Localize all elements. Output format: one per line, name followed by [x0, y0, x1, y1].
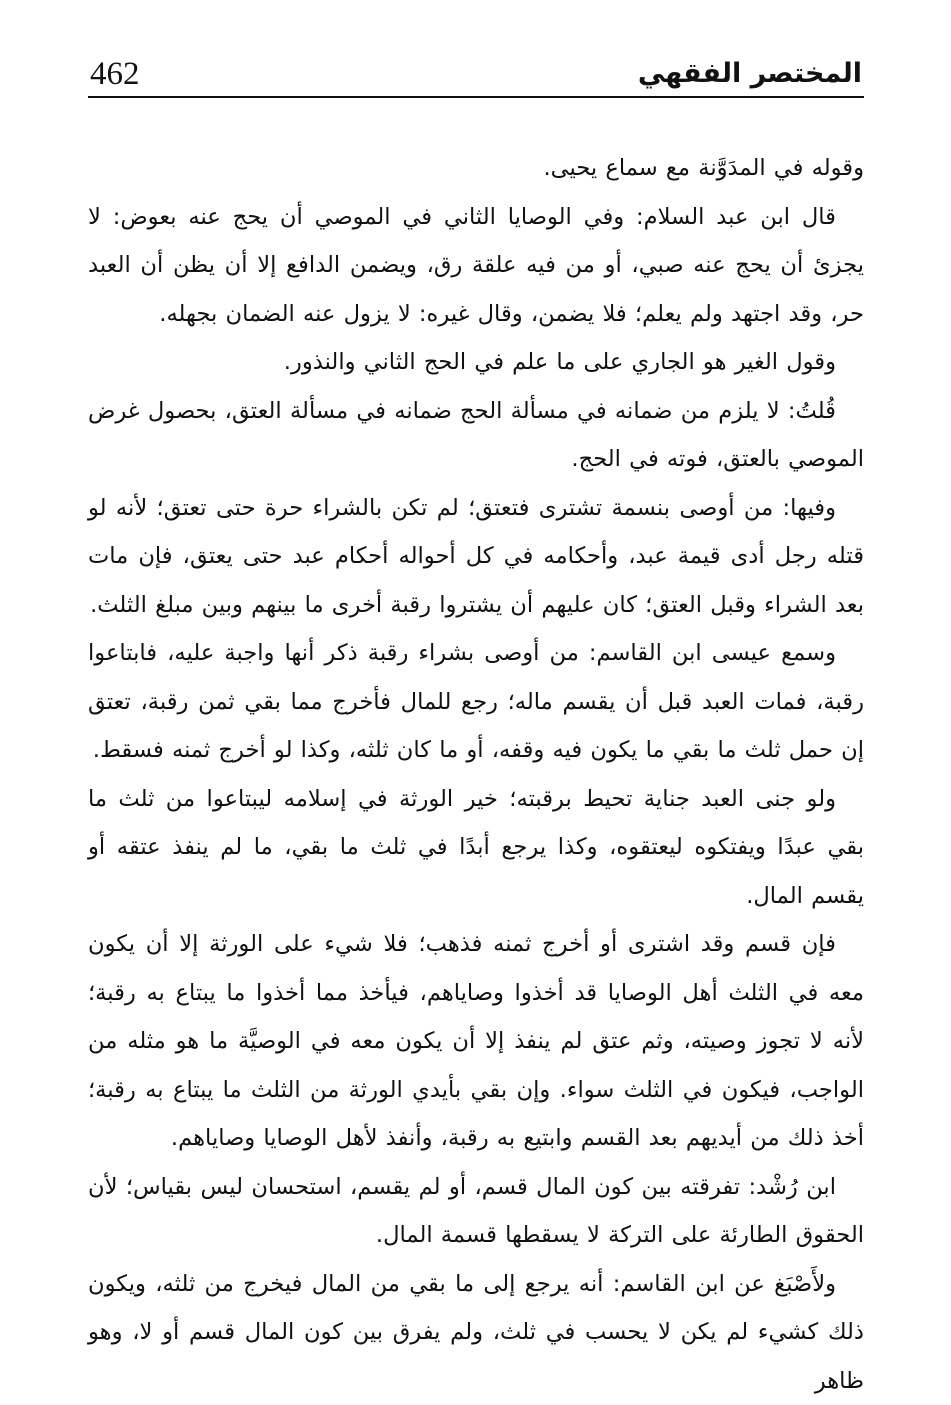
running-title: المختصر الفقهي: [638, 56, 862, 92]
header-divider: [88, 96, 864, 98]
paragraph: ولو جنى العبد جناية تحيط برقبته؛ خير الورثة في إسلامه ليبتاعوا من ثلث ما بقي عبدًا ويفتكوه ليعتقوه، وكذا يرجع أبدًا في ثلث ما بقي، ما لم ينفذ عتقه أو يقسم المال.: [88, 775, 864, 921]
paragraph: ابن رُشْد: تفرقته بين كون المال قسم، أو لم يقسم، استحسان ليس بقياس؛ لأن الحقوق الطارئة على التركة لا يسقطها قسمة المال.: [88, 1163, 864, 1260]
paragraph: وقوله في المدَوَّنة مع سماع يحيى.: [88, 144, 864, 193]
book-page: [88, 52, 864, 1362]
paragraph: فإن قسم وقد اشترى أو أخرج ثمنه فذهب؛ فلا شيء على الورثة إلا أن يكون معه في الثلث أهل الوصايا قد أخذوا وصاياهم، فيأخذ مما أخذوا ما يبتاع به رقبة؛ لأنه لا تجوز وصيته، وثم عتق لم ينفذ إلا أن يكون معه في الوصيَّة ما هو مثله من الواجب، فيكون في الثلث سواء. وإن بقي بأيدي الورثة من الثلث ما يبتاع به رقبة؛ أخذ ذلك من أيديهم بعد القسم وابتيع به رقبة، وأنفذ لأهل الوصايا وصاياهم.: [88, 920, 864, 1163]
paragraph: وسمع عيسى ابن القاسم: من أوصى بشراء رقبة ذكر أنها واجبة عليه، فابتاعوا رقبة، فمات العبد قبل أن يقسم ماله؛ رجع للمال فأخرج مما بقي ثمن رقبة، تعتق إن حمل ثلث ما بقي ما يكون فيه وقفه، أو ما كان ثلثه، وكذا لو أخرج ثمنه فسقط.: [88, 629, 864, 775]
paragraph: وقول الغير هو الجاري على ما علم في الحج الثاني والنذور.: [88, 338, 864, 387]
paragraph: قُلتُ: لا يلزم من ضمانه في مسألة الحج ضمانه في مسألة العتق، بحصول غرض الموصي بالعتق، فوته في الحج.: [88, 387, 864, 484]
paragraph: قال ابن عبد السلام: وفي الوصايا الثاني في الموصي أن يحج عنه بعوض: لا يجزئ أن يحج عنه صبي، أو من فيه علقة رق، ويضمن الدافع إلا أن يظن أن العبد حر، وقد اجتهد ولم يعلم؛ فلا يضمن، وقال غيره: لا يزول عنه الضمان بجهله.: [88, 193, 864, 339]
paragraph: ولأَصْبَغ عن ابن القاسم: أنه يرجع إلى ما بقي من المال فيخرج من ثلثه، ويكون ذلك كشيء لم يكن لا يحسب في ثلث، ولم يفرق بين كون المال قسم أو لا، وهو ظاهر: [88, 1260, 864, 1405]
page-number: 462: [90, 56, 140, 92]
page-body: [88, 144, 864, 1405]
page-header: [88, 52, 864, 100]
paragraph: وفيها: من أوصى بنسمة تشترى فتعتق؛ لم تكن بالشراء حرة حتى تعتق؛ لأنه لو قتله رجل أدى قيمة عبد، وأحكامه في كل أحواله أحكام عبد حتى يعتق، فإن مات بعد الشراء وقبل العتق؛ كان عليهم أن يشتروا رقبة أخرى ما بينهم وبين مبلغ الثلث.: [88, 484, 864, 630]
